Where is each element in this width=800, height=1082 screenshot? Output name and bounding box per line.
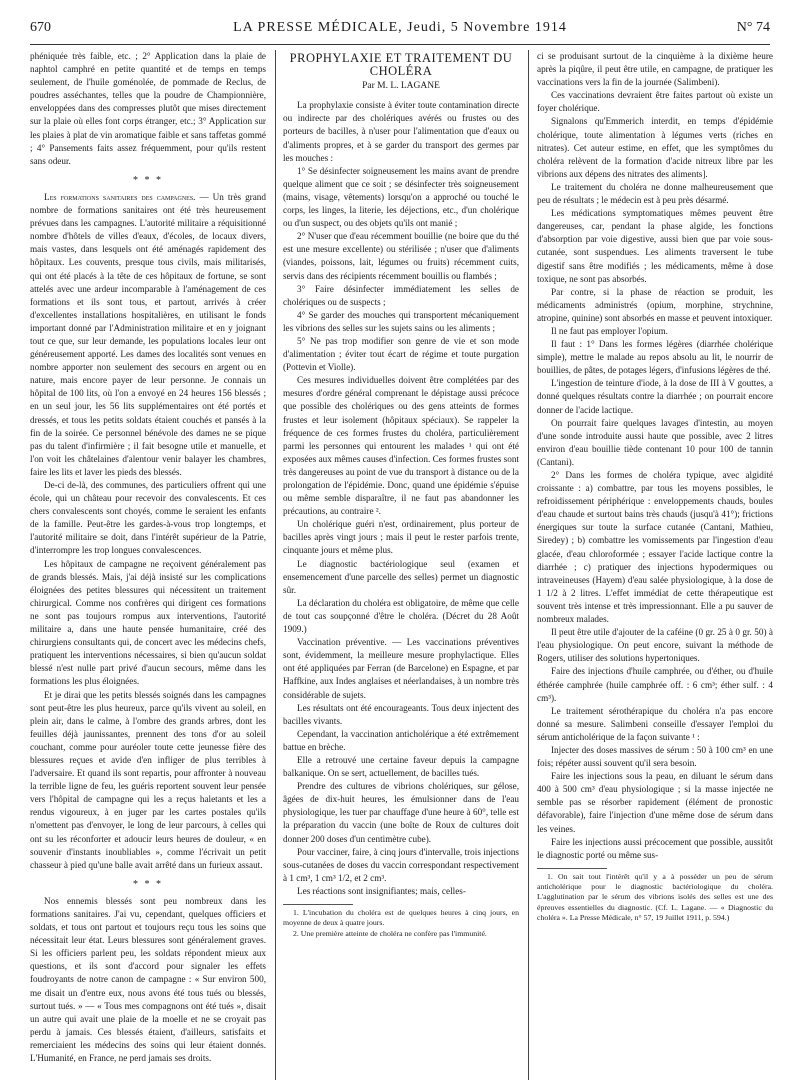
paragraph: phéniquée très faible, etc. ; 2° Application dans la plaie de naphtol camphré en petite quantité et de temps en temps seulement, de l'huile goménolée, de pommade de Reclus, de poudres asséchantes, telles que la poudre de Championnière, enveloppées dans des compresses plutôt que mises directement sur la plaie où elles font corps étranger, etc.; 3° Application sur les plaies à plat de vin aromatique faible et sans taffetas gommé ; 4° Pansements faits assez fréquemment, pour qu'ils restent sans odeur.	[30, 51, 266, 166]
paragraph: Par contre, si la phase de réaction se produit, les médicaments administrés (opium, morphine, strychnine, atropine, quinine) sont absorbés en masse et peuvent intoxiquer.	[537, 286, 773, 323]
footnote-rule	[283, 904, 353, 905]
section-lead: Les formations sanitaires des campagnes.	[44, 191, 196, 202]
paragraph: Prendre des cultures de vibrions cholériques, sur gélose, âgées de dix-huit heures, les émulsionner dans de l'eau physiologique, les tuer par chauffage d'une heure à 60°, telle est la préparation du vaccin (une boîte de Roux de cultures doit donner 200 doses d'un centimètre cube).	[283, 781, 519, 844]
paragraph: Les hôpitaux de campagne ne reçoivent généralement pas de grands blessés. Mais, j'ai déjà insisté sur les complications éloignées des petites blessures qui nécessitent un traitement chirurgical. Comme nos confrères qui dirigent ces formations ne sont pas toujours rompus aux interventions, l'autorité militaire a, dans une haute pensée humanitaire, créé des chirurgiens consultants qui, de concert avec les médecins chefs, pratiquent les interventions nécessaires, si bien qu'aucun soldat blessé n'est nulle part privé d'aucun secours, même dans les formations les plus éloignées.	[30, 558, 266, 687]
paragraph: Il faut : 1° Dans les formes légères (diarrhée cholérique simple), mettre le malade au repos absolu au lit, le nourrir de bouillies, de pâtes, de potages légers, d'infusions légères de thé.	[537, 339, 773, 376]
column-right	[537, 50, 773, 923]
paragraph: 3° Faire désinfecter immédiatement les selles de cholériques ou de suspects ;	[283, 283, 519, 307]
footnote: 2. Une première atteinte de choléra ne confère pas l'immunité.	[293, 928, 487, 938]
column-divider	[275, 50, 276, 1080]
paragraph: Injecter des doses massives de sérum : 50 à 100 cm³ en une fois; répéter aussi souvent qu'il sera besoin.	[537, 744, 773, 769]
paragraph: Elle a retrouvé une certaine faveur depuis la campagne balkanique. On se sert, actuellement, de bacilles tués.	[283, 754, 519, 779]
paragraph: Nos ennemis blessés sont peu nombreux dans les formations sanitaires. J'ai vu, cependant, quelques officiers et soldats, et tous ont partout et toujours reçu tous les soins que nécessitait leur état. Leurs blessures sont généralement graves. Si les officiers parlent peu, les soldats répondent mieux aux questions, et ils sont d'accord pour signaler les effets foudroyants de notre canon de campagne : « Sur environ 500, me disait un d'entre eux, nous avons été tous tués ou blessés, surtout tués. » — « Tous mes compagnons ont été tués », disait un autre qui avait une plaie de la moelle et ne se croyait pas perdu à jamais. Ces blessés étaient, d'ailleurs, satisfaits et remerciaient les médecins des soins qui leur étaient donnés. L'Humanité, en France, ne perd jamais ses droits.	[30, 895, 266, 1064]
paragraph: La prophylaxie consiste à éviter toute contamination directe ou indirecte par des cholériques avérés ou frustes ou des porteurs de bacilles, à n'user pour l'alimentation que d'eaux ou d'aliments propres, et à se garder du transport des germes par les mouches :	[283, 100, 519, 163]
paragraph: 4° Se garder des mouches qui transportent mécaniquement les vibrions des selles sur les sujets sains ou les aliments ;	[283, 309, 519, 333]
paragraph: Le traitement du choléra ne donne malheureusement que peu de résultats ; le médecin est à peu près désarmé.	[537, 181, 773, 206]
issue-number: N° 74	[736, 20, 770, 35]
paragraph: Un cholérique guéri n'est, ordinairement, plus porteur de bacilles après vingt jours ; mais il peut le rester parfois trente, cinquante jours et même plus.	[283, 519, 519, 556]
paragraph: Il ne faut pas employer l'opium.	[551, 325, 668, 336]
paragraph: Faire les injections aussi précocement que possible, aussitôt le diagnostic porté ou même sus-	[537, 836, 773, 860]
paragraph: Ces mesures individuelles doivent être complétées par des mesures d'ordre général comprenant le dépistage aussi précoce que possible des cholériques ou des gens atteints de formes frustes et leur isolement (hôpitaux spéciaux). Se rappeler la fréquence de ces formes frustes du choléra, particulièrement parmi les personnes qui entourent les malades ¹ qui ont été exposées aux mêmes causes d'infection. Ces formes frustes sont très dangereuses au point de vue du transport à distance ou de la prolongation de l'épidémie. Donc, quand une épidémie s'épuise ou même semble disparaître, il ne faut pas abandonner les précautions, au contraire ².	[283, 375, 519, 517]
paragraph: Signalons qu'Emmerich interdit, en temps d'épidémie cholérique, toute alimentation à légumes verts (riches en nitrates). Cet auteur estime, en effet, que les symptômes du choléra relèvent de la formation d'acide nitreux libre par les vibrions aux dépens des nitrates des aliments].	[537, 116, 773, 179]
column-middle	[283, 50, 519, 939]
paragraph: Faire des injections d'huile camphrée, ou d'éther, ou d'huile éthérée camphrée (huile camphrée off. : 6 cm³; éther sulf. : 4 cm³).	[537, 666, 773, 703]
article-author: Par M. L. LAGANE	[362, 81, 440, 92]
paragraph: Le traitement sérothérapique du choléra n'a pas encore donné sa mesure. Salimbeni conseille d'essayer l'emploi du sérum anticholérique de la façon suivante ¹ :	[537, 705, 773, 742]
footnote: 1. On sait tout l'intérêt qu'il y a à posséder un peu de sérum anticholérique pour le diagnostic bactériologique du choléra. L'agglutination par le sérum des vibrions isolés des selles est une des épreuves essentielles du diagnostic. (Cf. L. Lagane. — « Diagnostic du choléra ». La Presse Médicale, n° 57, 19 Juillet 1911, p. 594.)	[537, 871, 773, 922]
article-title: PROPHYLAXIE ET TRAITEMENT DU CHOLÉRA	[289, 51, 513, 79]
paragraph: Le diagnostic bactériologique seul (examen et ensemencement d'une parcelle des selles) permet un diagnostic sûr.	[283, 558, 519, 595]
paragraph: Cependant, la vaccination anticholérique a été extrêmement battue en brèche.	[283, 728, 519, 752]
paragraph: Les médications symptomatiques mêmes peuvent être dangereuses, car, pendant la phase algide, les fonctions d'absorption par voie digestive, aussi bien que par voie sous-cutanée, sont suspendues. Les aliments traversent le tube digestif sans être modifiés ; les médicaments, même à dose toxique, ne sont pas absorbés.	[537, 208, 773, 284]
header-rule	[30, 44, 770, 45]
journal-title: LA PRESSE MÉDICALE, Jeudi, 5 Novembre 1914	[233, 20, 567, 35]
paragraph: La déclaration du choléra est obligatoire, de même que celle de tout cas soupçonné d'être le choléra. (Décret du 28 Août 1909.)	[283, 597, 519, 635]
paragraph: 2° N'user que d'eau récemment bouillie (ne boire que du thé est une mesure excellente) ou stérilisée ; n'user que d'aliments (viandes, poissons, lait, légumes ou fruits) récemment cuits, servis dans des récipients récemment bouillis ou flambés ;	[283, 231, 519, 281]
paragraph: 2° Dans les formes de choléra typique, avec algidité croissante : a) combattre, par tous les moyens possibles, le refroidissement périphérique : enveloppements chauds, boules d'eau chaude et surtout bains très chauds (jusqu'à 41°); frictions énergiques sur toute la surface cutanée (Cantani, Mathieu, Siredey) ; b) combattre les vomissements par l'ingestion d'eau glacée, d'eau chloroformée ; essayer l'acide lactique contre la diarrhée ; c) pratiquer des injections hypodermiques ou intraveineuses (Hayem) d'eau salée physiologique, à la dose de 1 1/2 à 2 litres. L'effet immédiat de cette thérapeutique est souvent très intense et très impressionnant. Elle a pu sauver de nombreux malades.	[537, 470, 773, 625]
paragraph: Les réactions sont insignifiantes; mais, celles-	[297, 885, 466, 896]
paragraph: 1° Se désinfecter soigneusement les mains avant de prendre quelque aliment que ce soit ; se désinfecter très soigneusement (mains, visage, vêtements) lorsqu'on a approché ou touché le corps, les linges, la literie, les déjections, etc., d'un cholérique ou d'un suspect, ou des objets qu'ils ont manié ;	[283, 165, 519, 229]
paragraph: 5° Ne pas trop modifier son genre de vie et son mode d'alimentation ; éviter tout écart de régime et toute purgation (Pottevin et Violle).	[283, 335, 519, 373]
column-left	[30, 50, 266, 1065]
paragraph: Vaccination préventive. — Les vaccinations préventives sont, évidemment, la meilleure mesure prophylactique. Elles ont été appliquées par Ferran (de Barcelone) en Espagne, et par Haffkine, aux Indes anglaises et néerlandaises, à un nombre très considérable de sujets.	[283, 637, 519, 700]
paragraph: De-ci de-là, des communes, des particuliers offrent qui une école, qui un château pour recevoir des convalescents. Et ces chers convalescents sont choyés, comme le seraient les enfants de la famille. Peut-être les gardes-à-vous trop longtemps, et l'autorité militaire se doit, dans l'intérêt supérieur de la Patrie, d'interrompre les trop longues convalescences.	[30, 480, 266, 556]
paragraph: L'ingestion de teinture d'iode, à la dose de III à V gouttes, a donné quelques résultats contre la diarrhée ; on pourrait encore donner de l'acide lactique.	[537, 378, 773, 415]
section-separator: * * *	[133, 174, 163, 186]
paragraph: Les formations sanitaires des campagnes. — Un très grand nombre de formations sanitaires ont été très heureusement prévues dans les campagnes. L'autorité militaire a réquisitionné nombre d'hôtels de villes d'eaux, d'écoles, de locaux divers, mais vastes, dans lesquels ont été aménagés rapidement des hôpitaux. Les couvents, presque tous civils, mais militarisés, qui ont été placés à la tête de ces hôpitaux de fortune, se sont attelés avec une ardeur incomparable à l'aménagement de ces formations et ils sont tous, et partout, arrivés à créer d'excellentes installations hospitalières, en utilisant le fonds important donné par l'Administration militaire et en y joignant tout ce que, sur leur demande, les populations locales leur ont généreusement apporté. Les dames des localités sont venues en nombre apporter non seulement des secours en argent ou en nature, mais encore payer de leur personne. Je connais un hôpital de 100 lits, où l'on a envoyé en 24 heures 156 blessés ; en un seul jour, les 56 lits supplémentaires ont été portés et dressés, et tous les petits soldats étaient couchés et pansés à la fin de la soirée. Ce personnel bénévole des dames ne se pique pas du talent d'infirmière ; il fait besogne utile et manuelle, et l'on voit les châtelaines d'alentour venir balayer les chambres, faire les lits et laver les pieds des blessés.	[30, 191, 266, 477]
paragraph: Ces vaccinations devraient être faites partout où existe un foyer cholérique.	[537, 90, 773, 114]
paragraph: Faire les injections sous la peau, en diluant le sérum dans 400 à 500 cm³ d'eau physiologique ; si la masse injectée ne semble pas se résorber rapidement (élément de pronostic défavorable), faire l'injection d'une même dose de sérum dans les veines.	[537, 771, 773, 834]
column-divider	[528, 50, 529, 1080]
footnote-rule	[537, 868, 607, 869]
paragraph: ci se produisant surtout de la cinquième à la dixième heure après la piqûre, il peut être utile, en campagne, de pratiquer les vaccinations vers la fin de la journée (Salimbeni).	[537, 51, 773, 88]
section-separator: * * *	[133, 878, 163, 890]
paragraph: Pour vacciner, faire, à cinq jours d'intervalle, trois injections sous-cutanées de doses du vaccin correspondant respectivement à 1 cm³, 1 cm³ 1/2, et 2 cm³.	[283, 846, 519, 883]
footnote: 1. L'incubation du choléra est de quelques heures à cinq jours, en moyenne de deux à quatre jours.	[283, 908, 519, 928]
page-header	[30, 20, 770, 42]
paragraph: Et je dirai que les petits blessés soignés dans les campagnes sont peut-être les plus heureux, parce qu'ils vivent au soleil, en plein air, dans le calme, à l'ombre des grands arbres, dont les feuilles déjà jaunissantes, prennent des tons d'or au soleil couchant, comme pour auréoler toute cette jeunesse fière des blessures reçues et avide d'en infliger de plus terribles à l'adversaire. Et quand ils sont repartis, pour affronter à nouveau la terrible ligne de feu, les guéris reportent souvent leur pensée vers l'hôpital de campagne qui les a reçus haletants et les a rendus vigoureux, à en juger par les cartes postales qu'ils n'omettent pas d'envoyer, le long de leur parcours, à celles qui ont su les réconforter et adoucir leurs heures de douleur, « en souvenir d'instants inoubliables », comme l'écrivait un petit chasseur à pied qu'une balle avait arrêté dans un furieux assaut.	[30, 689, 266, 870]
paragraph: Les résultats ont été encourageants. Tous deux injectent des bacilles vivants.	[283, 702, 519, 726]
page-number: 670	[30, 20, 51, 35]
paragraph: Il peut être utile d'ajouter de la caféine (0 gr. 25 à 0 gr. 50) à l'eau physiologique. On peut encore, suivant la méthode de Rogers, utiliser des solutions hypertoniques.	[537, 627, 773, 664]
paragraph: On pourrait faire quelques lavages d'intestin, au moyen d'une sonde introduite aussi haute que possible, avec 2 litres environ d'eau bouillie tiède contenant 10 pour 100 de tannin (Cantani).	[537, 417, 773, 467]
